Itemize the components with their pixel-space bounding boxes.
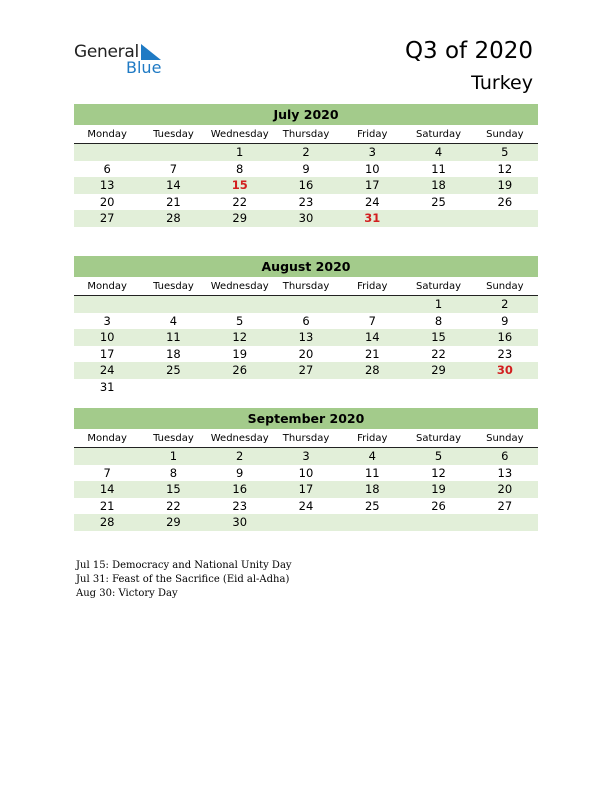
day-cell: 9 [236,465,244,480]
week-row [74,210,538,227]
day-cell: 13 [497,465,513,480]
weekday-label: Saturday [416,129,462,140]
day-cell [405,379,471,396]
day-cell: 6 [103,161,111,176]
day-cell: 30 [496,363,513,377]
day-cell: 13 [298,330,314,344]
day-cell [405,514,471,531]
month-header: July 2020 [74,104,538,125]
day-cell [472,379,538,396]
day-cell: 12 [497,161,513,176]
day-cell: 31 [99,379,115,394]
day-cell: 11 [364,465,380,480]
day-cell: 31 [364,211,381,225]
day-cell [140,296,206,313]
week-row [74,362,538,379]
week-row [74,313,538,330]
day-cell: 16 [232,482,248,496]
week-list [74,448,538,531]
weekday-label: Friday [357,281,388,292]
day-cell [339,514,405,531]
day-cell [140,379,206,396]
day-cell: 18 [166,346,181,361]
day-cell: 2 [236,449,244,463]
day-cell: 8 [169,465,178,480]
holiday-note: Jul 31: Feast of the Sacrifice (Eid al-Adha) [76,574,290,585]
day-cell: 2 [302,145,310,159]
day-cell: 19 [232,346,248,361]
day-cell: 20 [298,346,314,361]
day-cell: 10 [99,330,115,344]
day-cell: 23 [298,194,314,209]
day-cell: 23 [232,498,248,513]
day-cell [74,448,140,465]
country-name: Turkey [471,72,533,94]
day-cell [74,144,140,161]
day-cell [273,296,339,313]
day-cell: 7 [103,465,111,480]
weekday-label: Sunday [486,433,524,444]
day-cell: 16 [298,178,314,192]
day-cell [207,379,273,396]
day-cell: 30 [298,211,314,225]
day-cell: 28 [364,363,380,377]
weekday-label: Tuesday [153,281,194,292]
weekday-label: Tuesday [153,433,194,444]
day-cell: 11 [431,161,446,176]
day-cell: 11 [166,330,181,344]
month-calendar-july [74,104,538,227]
day-cell: 12 [431,465,446,480]
day-cell: 1 [236,145,244,159]
day-cell: 9 [302,161,310,176]
day-cell: 27 [298,363,314,377]
day-cell: 5 [501,145,509,159]
day-cell: 15 [166,482,181,496]
weekday-label: Wednesday [210,129,269,140]
day-cell [140,144,206,161]
weekday-label: Sunday [486,129,524,140]
weekday-label: Thursday [282,433,330,444]
weekday-label: Wednesday [210,281,269,292]
weekday-label: Monday [87,281,127,292]
month-calendar-august [74,256,538,395]
day-cell: 6 [501,449,509,463]
week-list [74,296,538,395]
day-cell: 26 [232,363,248,377]
day-cell: 25 [364,498,380,513]
day-cell: 15 [431,330,446,344]
holiday-note: Aug 30: Victory Day [76,588,178,599]
day-cell: 22 [431,346,446,361]
holiday-note: Jul 15: Democracy and National Unity Day [76,560,292,571]
day-cell: 25 [166,363,181,377]
day-cell: 27 [99,211,115,225]
day-cell: 3 [368,145,376,159]
day-cell: 21 [166,194,181,209]
day-cell: 22 [232,194,248,209]
day-cell: 17 [99,346,115,361]
day-cell: 26 [431,498,446,513]
day-cell: 10 [298,465,314,480]
week-row [74,194,538,211]
week-row [74,177,538,194]
weekday-header-row [74,126,538,144]
day-cell: 9 [501,313,509,328]
day-cell [273,379,339,396]
day-cell: 4 [368,449,376,463]
holiday-notes [76,559,292,601]
day-cell: 13 [99,178,115,192]
day-cell [339,379,405,396]
day-cell: 28 [99,515,115,529]
weekday-label: Monday [87,129,127,140]
day-cell: 29 [431,363,446,377]
day-cell: 21 [364,346,380,361]
weekday-label: Thursday [282,129,330,140]
brand-name-blue: Blue [126,58,162,77]
week-row [74,514,538,531]
weekday-header-row [74,430,538,448]
week-row [74,498,538,515]
day-cell: 23 [497,346,513,361]
day-cell: 20 [497,482,513,496]
day-cell: 5 [434,449,443,463]
day-cell: 24 [364,194,380,209]
day-cell: 6 [302,313,310,328]
week-list [74,144,538,227]
day-cell: 12 [232,330,248,344]
weekday-label: Monday [87,433,127,444]
day-cell: 7 [169,161,178,176]
week-row [74,296,538,313]
day-cell: 19 [431,482,446,496]
day-cell: 8 [236,161,244,176]
day-cell [207,296,273,313]
week-row [74,161,538,178]
day-cell: 10 [364,161,380,176]
day-cell: 4 [434,145,443,159]
week-row [74,144,538,161]
day-cell [472,210,538,227]
day-cell: 14 [364,330,380,344]
day-cell: 20 [99,194,115,209]
weekday-label: Tuesday [153,129,194,140]
weekday-header-row [74,278,538,296]
day-cell: 2 [501,297,509,311]
weekday-label: Friday [357,433,388,444]
week-row [74,329,538,346]
day-cell [472,514,538,531]
day-cell: 7 [368,313,376,328]
weekday-label: Saturday [416,433,462,444]
day-cell: 15 [231,178,248,192]
day-cell [339,296,405,313]
week-row [74,346,538,363]
day-cell: 1 [169,449,178,463]
day-cell: 26 [497,194,513,209]
day-cell: 5 [236,313,244,328]
month-calendar-september [74,408,538,531]
day-cell [405,210,471,227]
day-cell: 30 [232,515,248,529]
day-cell: 19 [497,178,513,192]
day-cell: 14 [99,482,115,496]
weekday-label: Friday [357,129,388,140]
day-cell: 3 [103,313,111,328]
day-cell [273,514,339,531]
day-cell [74,296,140,313]
month-header: August 2020 [74,256,538,277]
day-cell: 18 [364,482,380,496]
day-cell: 1 [434,297,443,311]
weekday-label: Wednesday [210,433,269,444]
day-cell: 24 [99,363,115,377]
week-row [74,465,538,482]
week-row [74,379,538,396]
day-cell: 17 [364,178,380,192]
day-cell: 18 [431,178,446,192]
day-cell: 8 [434,313,443,328]
week-row [74,448,538,465]
day-cell: 3 [302,449,310,463]
month-header: September 2020 [74,408,538,429]
week-row [74,481,538,498]
day-cell: 29 [166,515,181,529]
day-cell: 28 [166,211,181,225]
day-cell: 27 [497,498,513,513]
day-cell: 22 [166,498,181,513]
day-cell: 24 [298,498,314,513]
weekday-label: Thursday [282,281,330,292]
day-cell: 4 [169,313,178,328]
day-cell: 14 [166,178,181,192]
page-title: Q3 of 2020 [404,38,533,64]
weekday-label: Saturday [416,281,462,292]
brand-name-general: General [74,42,139,62]
weekday-label: Sunday [486,281,524,292]
day-cell: 16 [497,330,513,344]
day-cell: 29 [232,211,248,225]
day-cell: 17 [298,482,314,496]
brand-logo [74,42,174,78]
day-cell: 21 [99,498,115,513]
day-cell: 25 [431,194,446,209]
